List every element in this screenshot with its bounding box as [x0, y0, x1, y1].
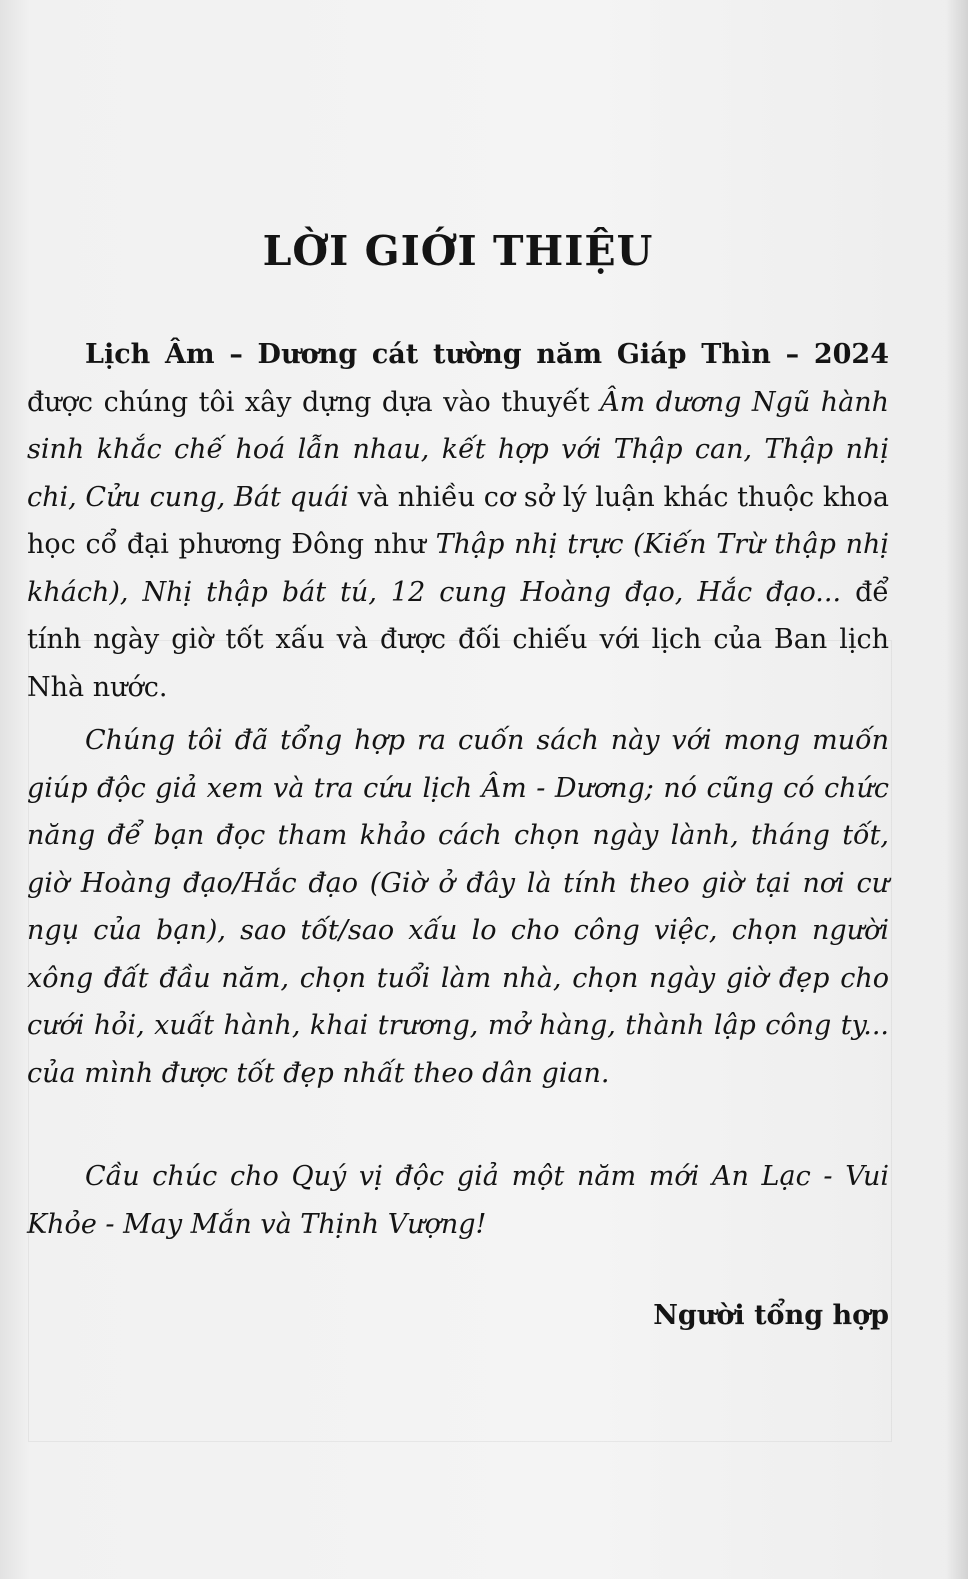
- closing-wish-paragraph: Cầu chúc cho Quý vị độc giả một năm mới An Lạc - Vui Khỏe - May Mắn và Thịnh Vượng!: [27, 1161, 889, 1240]
- page-title: LỜI GIỚI THIỆU: [262, 227, 654, 275]
- intro-text-1: được chúng tôi xây dựng dựa vào thuyết: [27, 386, 601, 418]
- intro-text-2: và nhiều cơ sở lý luận khác thuộc khoa học cổ đại phương Đông như: [27, 481, 889, 560]
- intro-italic-2: Thập nhị trực (Kiến Trừ thập nhị khách), Nhị thập bát tú, 12 cung Hoàng đạo, Hắc đạo...: [27, 529, 889, 608]
- intro-text-3: để tính ngày giờ tốt xấu và được đối chiếu với lịch của Ban lịch Nhà nước.: [27, 576, 889, 703]
- intro-paragraph: [27, 331, 889, 711]
- signature: Người tổng hợp: [653, 1300, 889, 1331]
- intro-lead: Lịch Âm – Dương cát tường năm Giáp Thìn – 2024: [85, 339, 889, 370]
- intro-italic-1: Âm dương Ngũ hành sinh khắc chế hoá lẫn nhau, kết hợp với Thập can, Thập nhị chi, Cửu cung, Bát quái: [27, 386, 889, 513]
- body-paragraph-2: Chúng tôi đã tổng hợp ra cuốn sách này với mong muốn giúp độc giả xem và tra cứu lịch Âm - Dương; nó cũng có chức năng để bạn đọc tham khảo cách chọn ngày lành, tháng tốt, giờ Hoàng đạo/Hắc đạo (Giờ ở đây là tính theo giờ tại nơi cư ngụ của bạn), sao tốt/sao xấu lo cho công việc, chọn người xông đất đầu năm, chọn tuổi làm nhà, chọn ngày giờ đẹp cho cưới hỏi, xuất hành, khai trương, mở hàng, thành lập công ty... của mình được tốt đẹp nhất theo dân gian.: [27, 725, 889, 1089]
